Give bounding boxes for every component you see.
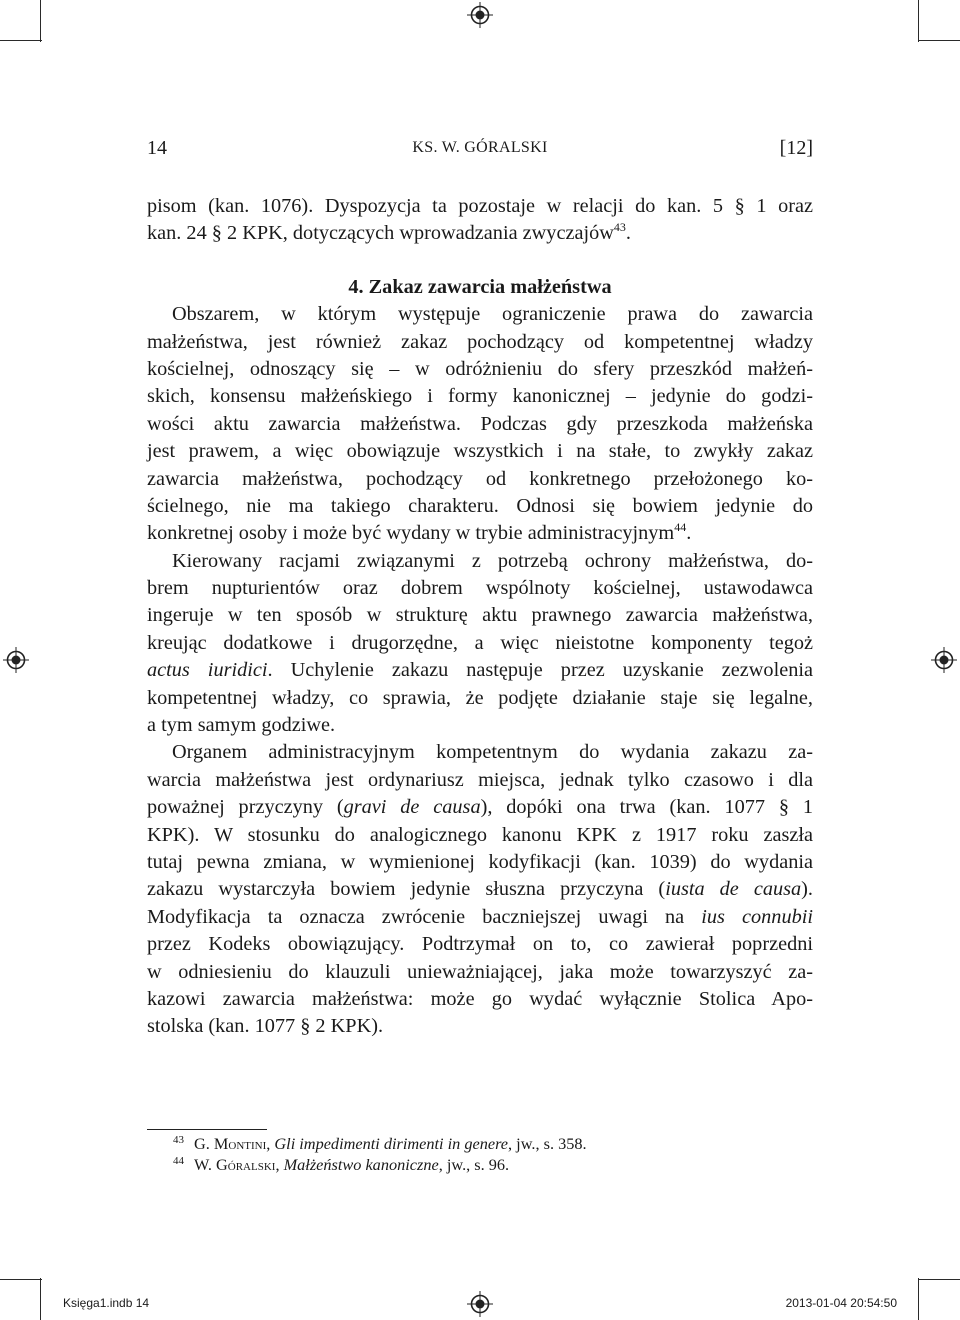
italic-text: Gli impedimenti dirimenti in genere: [274, 1134, 509, 1153]
footnote-number: 44: [173, 1155, 184, 1167]
slug-file: Księga1.indb 14: [63, 1296, 150, 1310]
crop-mark: [918, 1279, 960, 1280]
text-run: kompetentnej władzy, co sprawia, że podjęte działanie staje się legalne,: [147, 686, 813, 709]
text-run: Obszarem, w którym występuje ograniczenie prawa do zawarcia: [172, 303, 813, 326]
footnote: [173, 1155, 509, 1175]
text-line: [147, 329, 813, 356]
text-run: ścielnego, nie ma takiego charakteru. Odnosi się bowiem jedynie do: [147, 494, 813, 517]
text-run: .: [625, 222, 631, 245]
text-line: [147, 520, 813, 547]
text-line: [147, 411, 813, 438]
text-line: [147, 959, 813, 986]
section-marker: [12]: [779, 137, 813, 159]
footnote-reference: 44: [674, 520, 687, 535]
text-run: .: [686, 522, 692, 545]
text-line: [147, 630, 813, 657]
text-line: [147, 575, 813, 602]
text-run: §: [734, 195, 745, 217]
text-run: KPK). W stosunku do analogicznego kanonu KPK z 1917 roku zaszła: [147, 823, 813, 846]
footnote-reference: 43: [613, 220, 626, 235]
italic-text: iusta de causa: [665, 878, 802, 901]
slug-timestamp: 2013-01-04 20:54:50: [785, 1296, 897, 1310]
text-run: kazowi zawarcia małżeństwa: może go wydać wyłącznie Stolica Apo-: [147, 987, 813, 1010]
body-text: [147, 193, 813, 1041]
text-run: kan. 24: [147, 222, 212, 245]
text-run: a tym samym godziwe.: [147, 714, 336, 737]
text-line: [147, 904, 813, 931]
text-run: stolska (kan. 1077: [147, 1015, 301, 1038]
text-run: ,: [275, 1155, 284, 1174]
text-run: W.: [194, 1155, 217, 1174]
crop-mark: [0, 1279, 42, 1280]
text-line: [147, 301, 813, 328]
text-run: zawarcia małżeństwa, pochodzący od konkretnego przełożonego ko-: [147, 467, 813, 490]
text-line: [147, 383, 813, 410]
crop-mark: [918, 40, 960, 41]
text-line: [147, 1013, 813, 1040]
italic-text: ius connubii: [701, 905, 813, 928]
text-run: . Uchylenie zakazu następuje przez uzyskanie zezwolenia: [267, 659, 813, 682]
text-run: §: [300, 1015, 311, 1038]
text-line: [147, 438, 813, 465]
text-run: zakazu wystarczyła bowiem jedynie słuszna przyczyna (: [147, 878, 666, 901]
text-run: , jw., s. 358.: [508, 1134, 587, 1153]
text-run: 2 KPK, dotyczących wprowadzania zwyczajów: [221, 222, 614, 245]
author-name: Góralski: [216, 1155, 276, 1174]
text-run: §: [211, 222, 222, 245]
registration-mark-icon: [467, 2, 493, 28]
text-line: [147, 986, 813, 1013]
text-run: kościelnej, odnoszący się – w odróżnieniu do sfery przeszkód małżeń-: [147, 357, 813, 380]
text-line: [147, 739, 813, 766]
text-run: konkretnej osoby i może być wydany w trybie administracyjnym: [147, 522, 675, 545]
italic-text: Małżeństwo kanoniczne: [283, 1155, 439, 1174]
footnote: [173, 1134, 587, 1154]
text-run: G.: [194, 1134, 214, 1153]
running-header: [147, 137, 813, 167]
text-line: [147, 493, 813, 520]
text-run: kreując dodatkowe i drugorzędne, a więc nieistotne komponenty tegoż: [147, 631, 813, 654]
text-run: brem nupturientów oraz dobrem wspólnoty kościelnej, ustawodawca: [147, 577, 813, 600]
text-run: 2 KPK).: [310, 1015, 384, 1038]
page-number: 14: [147, 137, 167, 159]
text-line: [147, 849, 813, 876]
text-run: Modyfikacja ta oznacza zwrócenie baczniejszej uwagi na: [147, 905, 702, 928]
crop-mark: [40, 1278, 41, 1320]
text-line: [147, 794, 813, 821]
text-line: [147, 220, 813, 247]
text-run: jest prawem, a więc obowiązuje wszystkich i na stałe, to zwykły zakaz: [147, 440, 813, 463]
text-run: warcia małżeństwa jest ordynariusz miejsca, jednak tylko czasowo i dla: [147, 768, 813, 791]
text-line: [147, 602, 813, 629]
text-run: małżeństwa, jest również zakaz pochodzący od kompetentnej władzy: [147, 330, 813, 353]
text-run: ,: [266, 1134, 275, 1153]
section-heading: [147, 274, 813, 301]
text-line: [147, 767, 813, 794]
crop-mark: [40, 0, 41, 42]
text-run: skich, konsensu małżeńskiego i formy kanonicznej – jedynie do godzi-: [147, 385, 813, 408]
italic-text: actus iuridici: [147, 659, 268, 682]
text-run: przez Kodeks obowiązujący. Podtrzymał on to, co zawierał poprzedni: [147, 933, 813, 956]
text-line: [147, 876, 813, 903]
text-run: Kierowany racjami związanymi z potrzebą ochrony małżeństwa, do-: [172, 549, 813, 572]
text-run: ), dopóki ona trwa (kan. 1077: [480, 796, 779, 819]
text-run: 1: [788, 796, 813, 819]
text-run: poważnej przyczyny (: [147, 796, 344, 819]
registration-mark-icon: [931, 647, 957, 673]
text-run: , jw., s. 96.: [438, 1155, 510, 1174]
text-run: wości aktu zawarcia małżeństwa. Podczas gdy przeszkoda małżeńska: [147, 412, 813, 435]
text-run: 4. Zakaz zawarcia małżeństwa: [348, 275, 612, 298]
registration-mark-icon: [467, 1291, 493, 1317]
text-line: [147, 548, 813, 575]
text-line: [147, 931, 813, 958]
registration-mark-icon: [3, 647, 29, 673]
text-line: [147, 685, 813, 712]
footnote-number: 43: [173, 1134, 184, 1146]
italic-text: gravi de causa: [343, 796, 481, 819]
text-line: [147, 712, 813, 739]
footnote-rule: [147, 1129, 267, 1130]
text-run: ingeruje w ten sposób w strukturę aktu prawnego zawarcia małżeństwa,: [147, 604, 813, 627]
running-head-author: KS. W. GÓRALSKI: [412, 139, 548, 156]
crop-mark: [918, 1278, 919, 1320]
paragraph-gap: [147, 248, 813, 274]
text-line: [147, 193, 813, 220]
text-run: w odniesieniu do klauzuli unieważniającej, jaka może towarzyszyć za-: [147, 960, 813, 983]
crop-mark: [0, 40, 42, 41]
text-run: §: [778, 796, 789, 819]
crop-mark: [918, 0, 919, 42]
text-run: 1 oraz: [744, 195, 814, 217]
text-line: [147, 466, 813, 493]
text-line: [147, 822, 813, 849]
text-line: [147, 657, 813, 684]
text-run: ).: [801, 878, 813, 901]
author-name: Montini: [213, 1134, 267, 1153]
text-run: tutaj pewna zmiana, w wymienionej kodyfikacji (kan. 1039) do wydania: [147, 850, 813, 873]
text-run: pisom (kan. 1076). Dyspozycja ta pozostaje w relacji do kan. 5: [147, 195, 735, 217]
text-run: Organem administracyjnym kompetentnym do wydania zakazu za-: [172, 741, 813, 764]
text-line: [147, 356, 813, 383]
